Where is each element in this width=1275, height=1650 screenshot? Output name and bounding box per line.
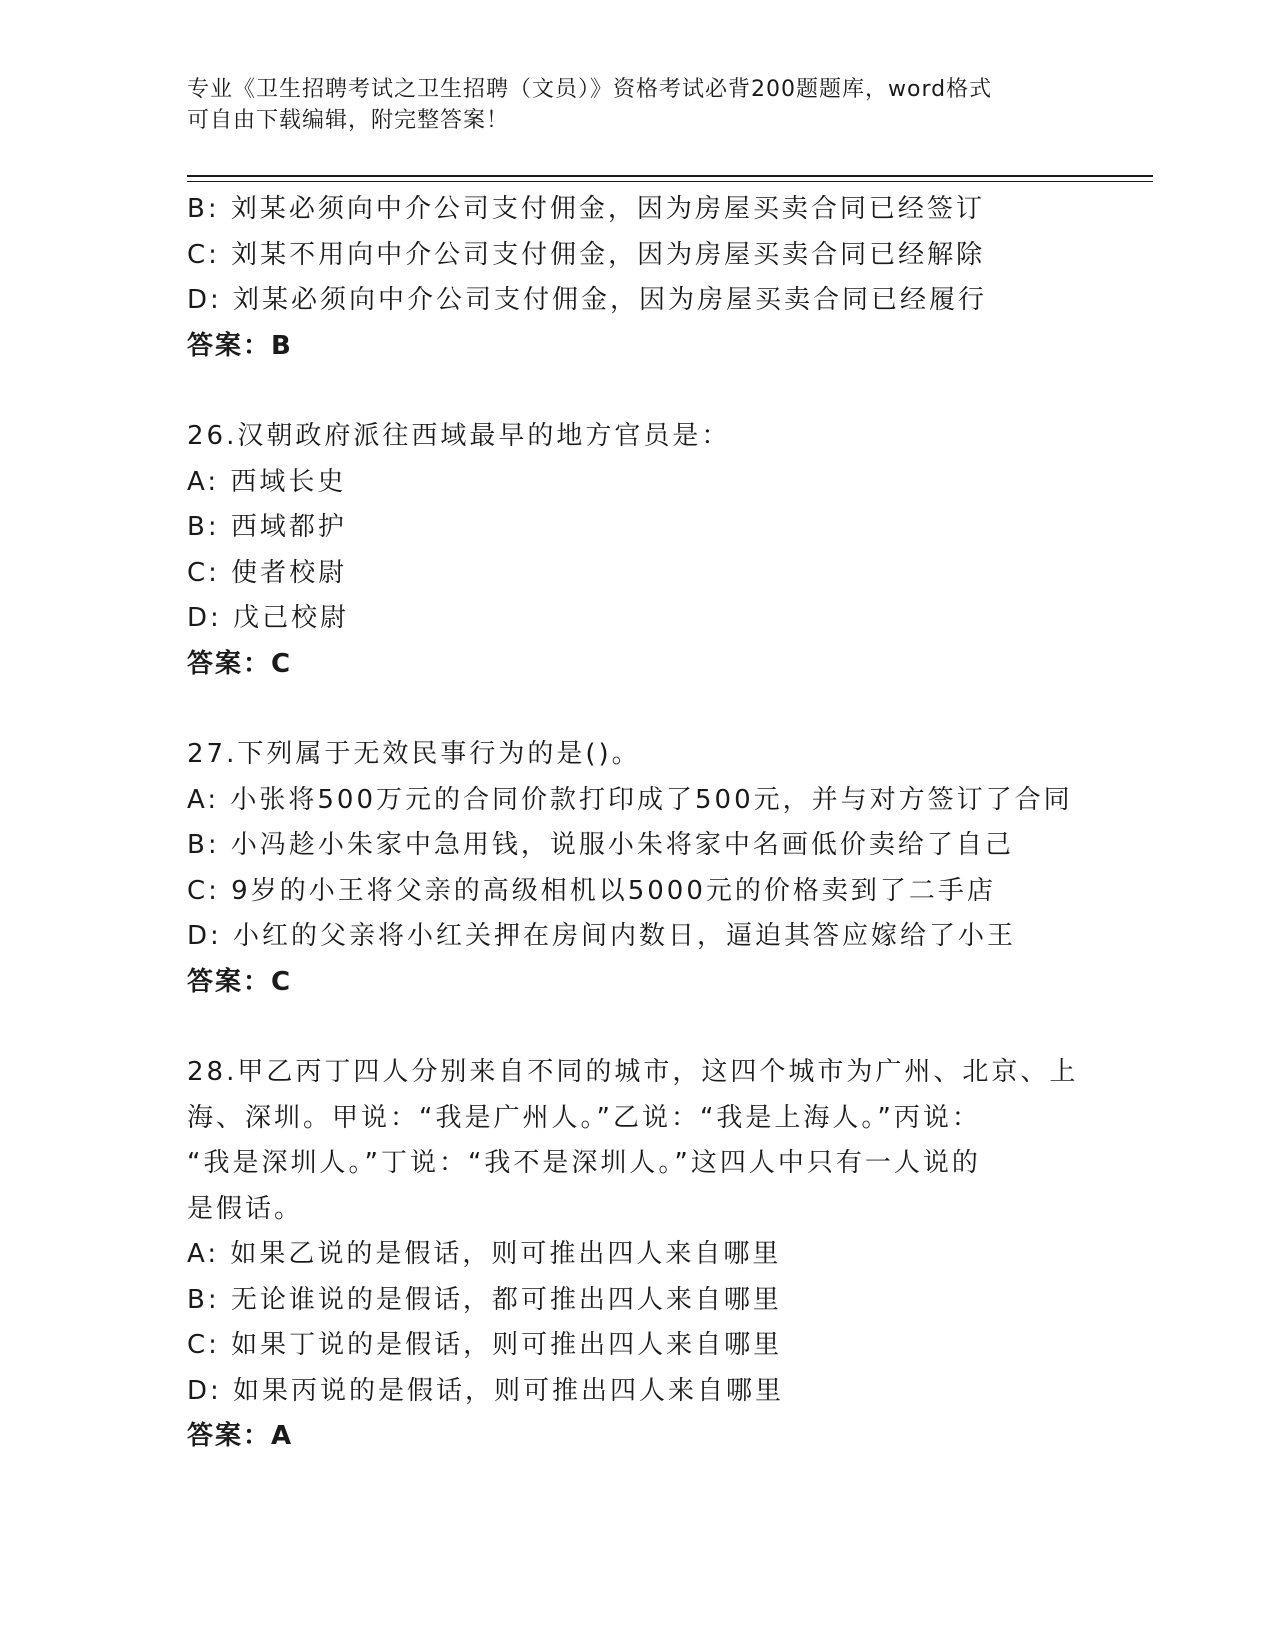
header-rule-thin (187, 181, 1153, 182)
answer-line: 答案：B (187, 330, 293, 361)
option-a: A: 小张将500万元的合同价款打印成了500元，并与对方签订了合同 (187, 784, 1073, 815)
answer-line: 答案：C (187, 648, 293, 679)
option-a: A: 西域长史 (187, 466, 347, 497)
spacer (187, 369, 1087, 414)
option-d: D: 小红的父亲将小红关押在房间内数日，逼迫其答应嫁给了小王 (187, 921, 1017, 951)
header-title-line: 专业《卫生招聘考试之卫生招聘（文员）》资格考试必背200题题库，word格式 (187, 77, 993, 102)
header-rule-thick (187, 175, 1153, 177)
document-header (187, 74, 1087, 136)
option-d: D: 如果丙说的是假话，则可推出四人来自哪里 (187, 1375, 785, 1406)
answer-line: 答案：A (187, 1421, 294, 1451)
question-stem-line: 是假话。 (187, 1193, 304, 1224)
option-b: B: 无论谁说的是假话，都可推出四人来自哪里 (187, 1284, 782, 1315)
option-d: D: 戊己校尉 (187, 603, 350, 633)
question-stem: 27.下列属于无效民事行为的是()。 (187, 739, 641, 769)
answer-line: 答案：C (187, 966, 293, 997)
question-stem-line: “我是深圳人。”丁说：“我不是深圳人。”这四人中只有一人说的 (187, 1148, 981, 1178)
question-26 (187, 414, 1087, 687)
option-c: C: 如果丁说的是假话，则可推出四人来自哪里 (187, 1330, 783, 1360)
option-c: C: 使者校尉 (187, 557, 348, 588)
question-list (187, 187, 1087, 1460)
spacer (187, 687, 1087, 732)
question-stem-line: 28.甲乙丙丁四人分别来自不同的城市，这四个城市为广州、北京、上 (187, 1057, 1079, 1087)
option-b: B: 小冯趁小朱家中急用钱，说服小朱将家中名画低价卖给了自己 (187, 830, 1014, 860)
question-25 (187, 187, 1087, 369)
header-subtitle-line: 可自由下载编辑，附完整答案！ (187, 108, 510, 133)
option-d: D: 刘某必须向中介公司支付佣金，因为房屋买卖合同已经履行 (187, 285, 988, 315)
spacer (187, 1005, 1087, 1050)
option-c: C: 9岁的小王将父亲的高级相机以5000元的价格卖到了二手店 (187, 875, 996, 906)
question-27 (187, 732, 1087, 1005)
option-c: C: 刘某不用向中介公司支付佣金，因为房屋买卖合同已经解除 (187, 239, 986, 270)
option-a: A: 如果乙说的是假话，则可推出四人来自哪里 (187, 1239, 782, 1269)
question-stem: 26.汉朝政府派往西域最早的地方官员是： (187, 421, 731, 451)
question-stem-line: 海、深圳。甲说：“我是广州人。”乙说：“我是上海人。”丙说： (187, 1102, 981, 1133)
question-28 (187, 1050, 1087, 1460)
option-b: B: 西域都护 (187, 512, 347, 542)
option-b: B: 刘某必须向中介公司支付佣金，因为房屋买卖合同已经签订 (187, 194, 985, 224)
